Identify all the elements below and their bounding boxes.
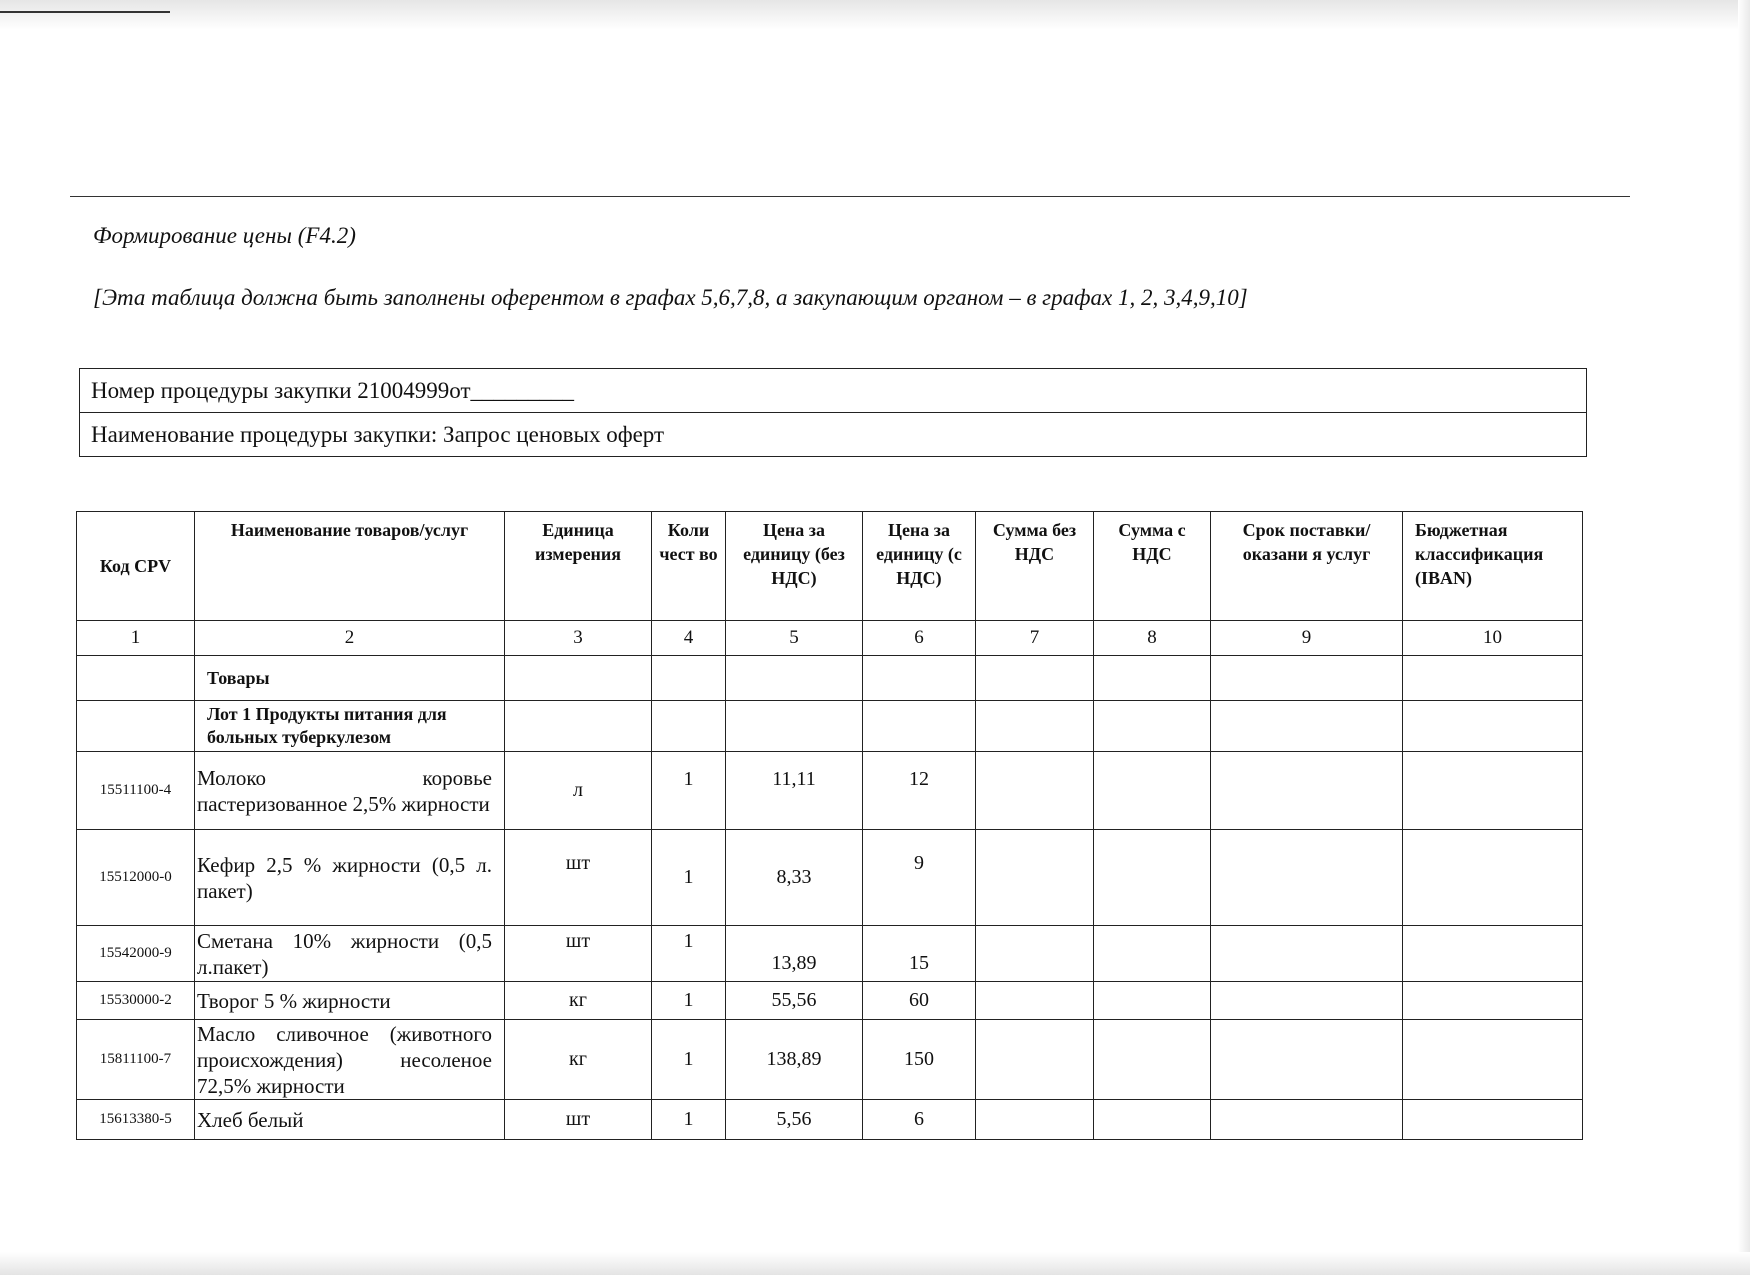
empty-cell xyxy=(1094,926,1211,982)
price-table xyxy=(76,511,1583,1140)
column-number: 9 xyxy=(1211,621,1403,656)
column-number: 6 xyxy=(863,621,976,656)
header-name: Наименование товаров/услуг xyxy=(195,512,505,621)
item-qty: 1 xyxy=(652,926,726,982)
empty-cell xyxy=(1403,1100,1583,1140)
lot-row xyxy=(77,701,1583,752)
empty-cell xyxy=(976,752,1094,830)
empty-cell xyxy=(1094,752,1211,830)
item-name: Сметана 10% жирности (0,5 л.пакет) xyxy=(195,926,505,982)
empty-cell xyxy=(77,701,195,752)
column-number: 5 xyxy=(726,621,863,656)
empty-cell xyxy=(77,656,195,701)
table-row xyxy=(77,830,1583,926)
item-name: Молоко коровье пастеризованное 2,5% жирности xyxy=(195,752,505,830)
scan-right-edge xyxy=(1738,0,1750,1275)
header-unit: Единица измерения xyxy=(505,512,652,621)
item-price-no-vat: 13,89 xyxy=(726,926,863,982)
column-number: 4 xyxy=(652,621,726,656)
header-rule xyxy=(70,196,1630,197)
empty-cell xyxy=(976,830,1094,926)
empty-cell xyxy=(976,701,1094,752)
item-unit: шт xyxy=(505,926,652,982)
empty-cell xyxy=(1403,701,1583,752)
item-qty: 1 xyxy=(652,1100,726,1140)
column-number: 7 xyxy=(976,621,1094,656)
empty-cell xyxy=(1211,982,1403,1020)
empty-cell xyxy=(863,701,976,752)
empty-cell xyxy=(652,656,726,701)
header-row xyxy=(77,512,1583,621)
empty-cell xyxy=(1403,982,1583,1020)
group-label: Товары xyxy=(195,656,505,701)
procedure-box xyxy=(79,368,1587,457)
empty-cell xyxy=(1094,830,1211,926)
column-number: 2 xyxy=(195,621,505,656)
item-price-no-vat: 55,56 xyxy=(726,982,863,1020)
cpv-code: 15542000-9 xyxy=(77,926,195,982)
table-row xyxy=(77,1020,1583,1100)
empty-cell xyxy=(976,982,1094,1020)
empty-cell xyxy=(1211,701,1403,752)
item-qty: 1 xyxy=(652,752,726,830)
item-unit: шт xyxy=(505,1100,652,1140)
item-price-vat: 12 xyxy=(863,752,976,830)
scan-artifact xyxy=(0,11,170,13)
empty-cell xyxy=(505,656,652,701)
item-qty: 1 xyxy=(652,830,726,926)
item-name: Хлеб белый xyxy=(195,1100,505,1140)
empty-cell xyxy=(1403,830,1583,926)
item-name: Кефир 2,5 % жирности (0,5 л. пакет) xyxy=(195,830,505,926)
header-sum-vat: Сумма с НДС xyxy=(1094,512,1211,621)
empty-cell xyxy=(1094,656,1211,701)
cpv-code: 15811100-7 xyxy=(77,1020,195,1100)
item-price-no-vat: 8,33 xyxy=(726,830,863,926)
empty-cell xyxy=(652,701,726,752)
empty-cell xyxy=(1403,752,1583,830)
empty-cell xyxy=(1211,830,1403,926)
cpv-code: 15530000-2 xyxy=(77,982,195,1020)
procedure-name: Наименование процедуры закупки: Запрос ценовых оферт xyxy=(80,412,1586,456)
scan-top-edge xyxy=(0,0,1750,30)
empty-cell xyxy=(976,1100,1094,1140)
item-price-no-vat: 5,56 xyxy=(726,1100,863,1140)
column-number: 1 xyxy=(77,621,195,656)
header-price-vat: Цена за единицу (с НДС) xyxy=(863,512,976,621)
header-budget: Бюджетная классификация (IBAN) xyxy=(1403,512,1583,621)
column-number-row xyxy=(77,621,1583,656)
empty-cell xyxy=(1094,1100,1211,1140)
header-price-no-vat: Цена за единицу (без НДС) xyxy=(726,512,863,621)
group-row xyxy=(77,656,1583,701)
column-number: 3 xyxy=(505,621,652,656)
cpv-code: 15613380-5 xyxy=(77,1100,195,1140)
empty-cell xyxy=(976,656,1094,701)
item-unit: кг xyxy=(505,982,652,1020)
empty-cell xyxy=(1403,926,1583,982)
item-price-vat: 150 xyxy=(863,1020,976,1100)
item-unit: шт xyxy=(505,830,652,926)
table-row xyxy=(77,926,1583,982)
header-qty: Коли чест во xyxy=(652,512,726,621)
empty-cell xyxy=(1403,656,1583,701)
item-price-vat: 60 xyxy=(863,982,976,1020)
item-price-no-vat: 138,89 xyxy=(726,1020,863,1100)
scan-bottom-edge xyxy=(0,1252,1750,1275)
cpv-code: 15512000-0 xyxy=(77,830,195,926)
item-price-vat: 15 xyxy=(863,926,976,982)
header-delivery: Срок поставки/оказани я услуг xyxy=(1211,512,1403,621)
cpv-code: 15511100-4 xyxy=(77,752,195,830)
empty-cell xyxy=(1211,926,1403,982)
column-number: 8 xyxy=(1094,621,1211,656)
procedure-number: Номер процедуры закупки 21004999от_________ xyxy=(91,378,575,403)
empty-cell xyxy=(1094,701,1211,752)
item-price-vat: 6 xyxy=(863,1100,976,1140)
empty-cell xyxy=(1094,1020,1211,1100)
table-row xyxy=(77,982,1583,1020)
column-number: 10 xyxy=(1403,621,1583,656)
item-price-vat: 9 xyxy=(863,830,976,926)
lot-label: Лот 1 Продукты питания для больных туберкулезом xyxy=(195,701,505,752)
empty-cell xyxy=(1211,656,1403,701)
item-qty: 1 xyxy=(652,982,726,1020)
empty-cell xyxy=(863,656,976,701)
empty-cell xyxy=(1211,1100,1403,1140)
document-instruction: [Эта таблица должна быть заполнены оферентом в графах 5,6,7,8, а закупающим органом – в графах 1, 2, 3,4,9,10] xyxy=(93,285,1248,310)
item-name: Творог 5 % жирности xyxy=(195,982,505,1020)
table-row xyxy=(77,752,1583,830)
item-qty: 1 xyxy=(652,1020,726,1100)
item-unit: кг xyxy=(505,1020,652,1100)
item-unit: л xyxy=(505,752,652,830)
table-row xyxy=(77,1100,1583,1140)
item-price-no-vat: 11,11 xyxy=(726,752,863,830)
empty-cell xyxy=(505,701,652,752)
empty-cell xyxy=(1211,752,1403,830)
document-title: Формирование цены (F4.2) xyxy=(93,223,356,248)
empty-cell xyxy=(726,656,863,701)
header-code: Код CPV xyxy=(77,512,195,621)
empty-cell xyxy=(1094,982,1211,1020)
item-name: Масло сливочное (животного происхождения) несоленое 72,5% жирности xyxy=(195,1020,505,1100)
empty-cell xyxy=(726,701,863,752)
header-sum-no-vat: Сумма без НДС xyxy=(976,512,1094,621)
empty-cell xyxy=(976,926,1094,982)
empty-cell xyxy=(1211,1020,1403,1100)
empty-cell xyxy=(1403,1020,1583,1100)
empty-cell xyxy=(976,1020,1094,1100)
